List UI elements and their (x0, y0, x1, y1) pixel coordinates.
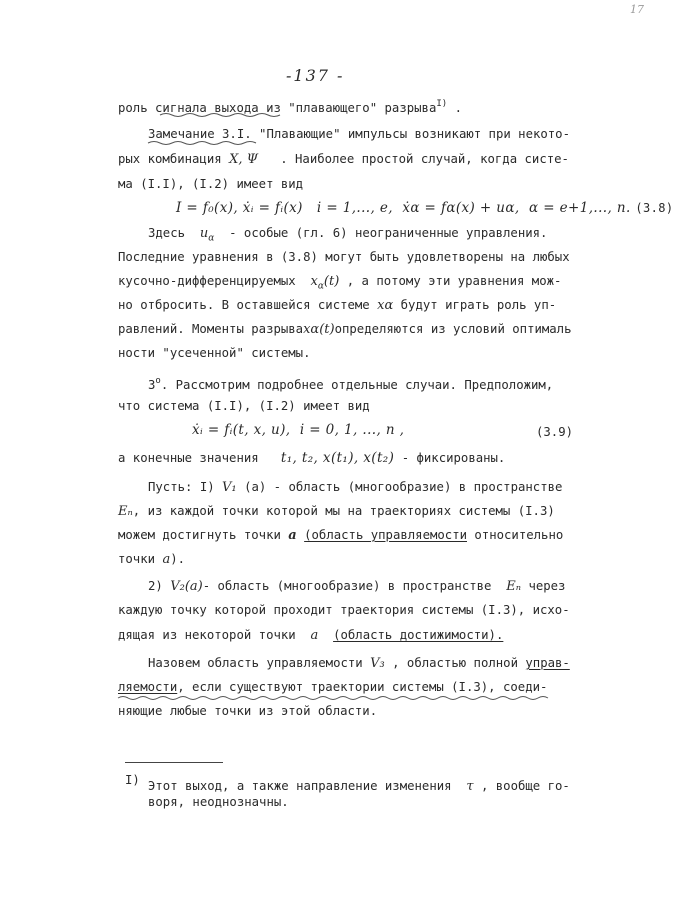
tau-symbol: τ (466, 779, 474, 794)
full-control-term-b: ляемости (118, 680, 178, 694)
line-16a: Пусть: I) (148, 480, 215, 494)
V2-symbol: V₂(a) (170, 579, 203, 594)
footnote-1b: , вообще го- (480, 779, 570, 793)
En-symbol-2: Eₙ (506, 579, 522, 594)
footnote-rule (125, 762, 223, 763)
line-21-text: каждую точку которой проходит траектория системы (I.3), исхо- (118, 603, 570, 617)
item-2: 2) (148, 579, 163, 593)
line-16b: (a) - область (многообразие) в пространстве (244, 480, 563, 494)
a-point-symbol-3: a (310, 628, 319, 643)
line-3b: . Наиболее простой случай, когда систе- (280, 152, 569, 166)
x-alpha-symbol: xα (377, 298, 394, 313)
line-13-text: что система (I.I), (I.2) имеет вид (118, 399, 370, 413)
line-10a: равлений. Моменты разрыва (118, 322, 304, 336)
line-18b: относительно (474, 528, 564, 542)
eq-3-8-tag: (3.8) (635, 201, 673, 215)
x-alpha-t-symbol: $x_\alpha(t)$ (310, 274, 340, 292)
line-11-text: ности "усеченной" системы. (118, 346, 311, 360)
line-9a: но отбросить. В оставшейся системе (118, 298, 370, 312)
line-6a: Здесь (148, 226, 186, 240)
wavy-underline-fullcontrol (118, 697, 548, 700)
footnote-1a: Этот выход, а также направление изменения (148, 779, 452, 793)
line-8a: кусочно-дифференцируемых (118, 274, 296, 288)
line-12-text: . Рассмотрим подробнее отдельные случаи. Предположим, (160, 378, 554, 392)
page-number: -137 - (286, 66, 345, 85)
full-control-term-a: управ- (525, 656, 570, 670)
x-psi-symbol: X, Ψ (229, 152, 258, 167)
a-point-symbol: a (288, 528, 297, 543)
wavy-underline-remark (148, 142, 256, 145)
controllability-term: (область управляемости (304, 528, 467, 542)
equation-3-9-tag: (3.9) (536, 425, 574, 439)
footnote-line-1 (148, 778, 570, 795)
line-24-text: , если существуют траектории системы (I.3), соеди- (177, 680, 548, 694)
line-15b: - фиксированы. (401, 451, 506, 465)
reachability-term: (область достижимости). (333, 628, 504, 642)
end-values: t₁, t₂, x(t₁), x(t₂) (280, 450, 395, 466)
line-8b: , а потому эти уравнения мож- (346, 274, 562, 288)
line-23a: Назовем область управляемости (148, 656, 363, 670)
corner-page-mark: 17 (630, 3, 644, 16)
x-alpha-t-symbol-2: xα(t) (303, 322, 335, 337)
line-17-text: , из каждой точки которой мы на траекториях системы (I.3) (132, 504, 555, 518)
line-4-text: ма (I.I), (I.2) имеет вид (118, 177, 304, 191)
line-19b: ). (170, 552, 186, 566)
footnote-ref: I) (436, 99, 448, 109)
a-point-symbol-2: a (162, 552, 171, 567)
section-num: 3 (148, 378, 156, 392)
remark-text: Замечание 3.I. "Плавающие" импульсы возникают при некото- (148, 127, 570, 141)
line-15a: а конечные значения (118, 451, 259, 465)
line-20b: через (528, 579, 566, 593)
eq-3-8-body: I = f₀(x), ẋᵢ = fᵢ(x) i = 1,..., e, ẋα = fα(x) + uα, α = e+1,..., n. (176, 200, 631, 216)
line-9b: будут играть роль уп- (400, 298, 557, 312)
V3-symbol: V₃ (370, 656, 385, 671)
line-3a: рых комбинация (118, 152, 222, 166)
line-25-text: няющие любые точки из этой области. (118, 704, 378, 718)
line-19a: точки (118, 552, 156, 566)
En-symbol: Eₙ (118, 504, 133, 519)
footnote-mark: I) (125, 773, 140, 787)
line-7-text: Последние уравнения в (3.8) могут быть удовлетворены на любых (118, 250, 570, 264)
footnote-line-2: воря, неоднозначны. (148, 795, 289, 809)
line-6b: - особые (гл. 6) неограниченные управления. (229, 226, 548, 240)
line-23b: , областью полной (392, 656, 518, 670)
eq-3-9-body: ẋᵢ = fᵢ(t, x, u), i = 0, 1, ..., n , (192, 422, 405, 438)
wavy-underline-signal (160, 114, 280, 117)
line-10b: определяются из условий оптималь (334, 322, 572, 336)
line-1-text: роль сигнала выхода из "плавающего" разрыва (118, 101, 437, 115)
u-symbol: $u_\alpha$ (199, 226, 215, 244)
line-18a: можем достигнуть точки (118, 528, 281, 542)
section-degree: o (155, 376, 161, 386)
line-20a: - область (многообразие) в пространстве (202, 579, 492, 593)
text-line-1: роль сигнала выхода из "плавающего" разрыва$^{I)}$ . (118, 99, 463, 115)
V1-symbol: V₁ (222, 480, 237, 495)
line-22a: дящая из некоторой точки (118, 628, 296, 642)
